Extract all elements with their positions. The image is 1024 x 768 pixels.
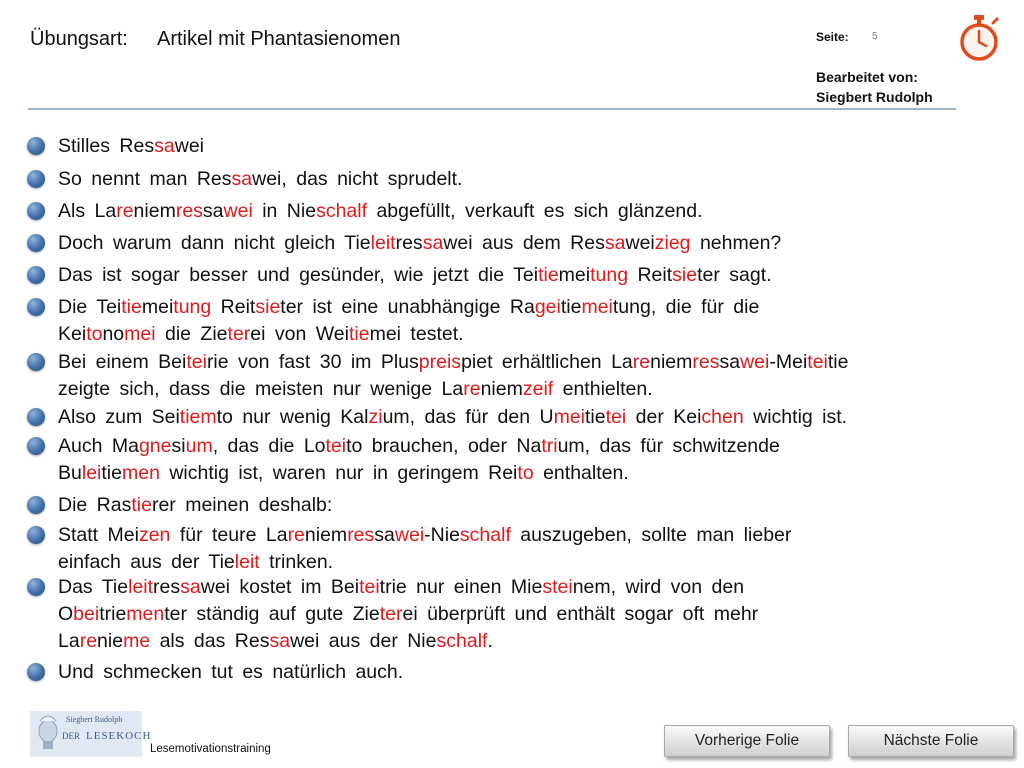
bullet-icon (27, 663, 45, 681)
text-segment: O (58, 603, 74, 625)
highlighted-syllable: mei (124, 323, 156, 345)
line-text (58, 133, 204, 160)
highlighted-syllable: men (126, 603, 165, 625)
bullet-icon (27, 298, 45, 316)
text-segment: enthielten. (553, 378, 653, 400)
text-segment: ei überprüft und enthält sogar oft mehr (402, 603, 759, 625)
next-slide-button[interactable]: Nächste Folie (848, 725, 1014, 757)
text-segment: niem (650, 351, 693, 373)
highlighted-syllable: wei (740, 351, 770, 373)
highlighted-syllable: ter (227, 323, 251, 345)
highlighted-syllable: re (116, 200, 134, 222)
exercise-line (0, 294, 1024, 322)
exercise-line (0, 460, 1024, 488)
highlighted-syllable: tung (173, 296, 212, 318)
text-segment: sa (202, 200, 224, 222)
highlighted-syllable: to (86, 323, 103, 345)
highlighted-syllable: tei (186, 351, 207, 373)
text-segment: enthalten. (533, 462, 629, 484)
highlighted-syllable: zieg (654, 232, 691, 254)
exercise-line (0, 601, 1024, 629)
text-segment: Reit (211, 296, 256, 318)
line-text (58, 601, 758, 628)
author-label: Bearbeitet von: (816, 69, 918, 85)
text-segment: niem (480, 378, 523, 400)
highlighted-syllable: um (185, 435, 213, 457)
line-text (58, 628, 493, 655)
line-text (58, 460, 629, 487)
text-segment: tung, die für die (612, 296, 760, 318)
text-segment: Die Tei (58, 296, 122, 318)
text-segment: Das Tie (58, 576, 129, 598)
text-segment: die Zie (155, 323, 228, 345)
text-segment: tie (560, 296, 582, 318)
line-text (58, 166, 462, 193)
text-segment: mei testet. (369, 323, 464, 345)
text-segment: sa (719, 351, 741, 373)
highlighted-syllable: tie (121, 296, 142, 318)
text-segment: . (487, 630, 493, 652)
leesekoch-logo (30, 711, 152, 757)
exercise-line (0, 659, 1024, 687)
text-segment: , das die Lo (212, 435, 326, 457)
line-text (58, 262, 772, 289)
text-segment: res (395, 232, 423, 254)
line-text (58, 433, 780, 460)
text-segment: Also zum Sei (58, 406, 180, 428)
exercise-line (0, 376, 1024, 404)
exercise-line (0, 133, 1024, 161)
highlighted-syllable: men (121, 462, 160, 484)
exercise-line (0, 198, 1024, 226)
highlighted-syllable: re (79, 630, 98, 652)
text-segment: wei (174, 135, 204, 157)
text-segment: mei (558, 264, 591, 286)
highlighted-syllable: leit (234, 551, 260, 573)
highlighted-syllable: leit (128, 576, 154, 598)
page-label: Seite: (816, 30, 849, 44)
text-segment: wichtig ist, waren nur in geringem Rei (159, 462, 518, 484)
highlighted-syllable: tei (359, 576, 380, 598)
highlighted-syllable: zeif (522, 378, 554, 400)
page-number: 5 (872, 31, 878, 42)
footer-caption: Lesemotivationstraining (150, 743, 271, 755)
text-segment: nem, wird von den (572, 576, 745, 598)
text-segment: no (102, 323, 125, 345)
exercise-line (0, 522, 1024, 550)
highlighted-syllable: res (175, 200, 203, 222)
text-segment: wei, das nicht sprudelt. (252, 168, 463, 190)
text-segment: als das Res (150, 630, 270, 652)
highlighted-syllable: schalf (316, 200, 368, 222)
line-text (58, 198, 702, 225)
text-segment: wei aus dem Res (443, 232, 605, 254)
highlighted-syllable: sie (672, 264, 698, 286)
highlighted-syllable: gne (138, 435, 172, 457)
highlighted-syllable: lei (81, 462, 102, 484)
text-segment: Stilles Res (58, 135, 155, 157)
text-segment: res (153, 576, 181, 598)
highlighted-syllable: chen (701, 406, 744, 428)
text-segment: tie (101, 462, 122, 484)
text-segment: si (171, 435, 186, 457)
exercise-line (0, 321, 1024, 349)
highlighted-syllable: tie (538, 264, 559, 286)
text-segment: mei (141, 296, 174, 318)
exercise-line (0, 166, 1024, 194)
text-segment: für teure La (170, 524, 288, 546)
text-segment: Kei (58, 323, 87, 345)
highlighted-syllable: zen (138, 524, 171, 546)
highlighted-syllable: gei (534, 296, 561, 318)
highlighted-syllable: tei (807, 351, 828, 373)
exercise-type-label: Übungsart: (30, 28, 128, 50)
text-segment: Bei einem Bei (58, 351, 187, 373)
highlighted-syllable: tei (325, 435, 347, 457)
text-segment: auszugeben, sollte man lieber (510, 524, 792, 546)
line-text (58, 404, 847, 431)
text-segment: Reit (628, 264, 673, 286)
bullet-icon (27, 234, 45, 252)
text-segment: sa (374, 524, 395, 546)
bullet-icon (27, 437, 45, 455)
text-segment: wei aus der Nie (290, 630, 437, 652)
highlighted-syllable: stei (542, 576, 573, 598)
text-segment: ter ist eine unabhängige Ra (280, 296, 535, 318)
text-segment: wei (625, 232, 655, 254)
text-segment: ter ständig auf gute Zie (164, 603, 380, 625)
highlighted-syllable: sa (604, 232, 626, 254)
line-text (58, 659, 403, 686)
stopwatch-icon[interactable] (956, 14, 1002, 62)
bullet-icon (27, 526, 45, 544)
highlighted-syllable: wei (394, 524, 425, 546)
exercise-line (0, 433, 1024, 461)
text-segment: Das ist sogar besser und gesünder, wie jetzt die Tei (58, 264, 539, 286)
highlighted-syllable: mei (553, 406, 585, 428)
highlighted-syllable: tiem (179, 406, 217, 428)
logo-name: Siegbert Rudolph (66, 715, 123, 724)
highlighted-syllable: sa (231, 168, 253, 190)
highlighted-syllable: sa (180, 576, 201, 598)
text-segment: Auch Ma (58, 435, 139, 457)
bullet-icon (27, 578, 45, 596)
line-text (58, 549, 333, 576)
line-text (58, 522, 791, 549)
highlighted-syllable: ter (379, 603, 403, 625)
highlighted-syllable: wei (223, 200, 253, 222)
highlighted-syllable: sa (422, 232, 444, 254)
highlighted-syllable: tung (590, 264, 629, 286)
text-segment: ter sagt. (697, 264, 772, 286)
exercise-line (0, 574, 1024, 602)
header-divider (28, 108, 956, 110)
line-text (58, 492, 332, 519)
text-segment: tie (585, 406, 606, 428)
exercise-line (0, 628, 1024, 656)
text-segment: der Kei (626, 406, 702, 428)
highlighted-syllable: re (463, 378, 481, 400)
text-segment: niem (133, 200, 176, 222)
highlighted-syllable: re (632, 351, 651, 373)
text-segment: einfach aus der Tie (58, 551, 235, 573)
text-segment: wei kostet im Bei (200, 576, 360, 598)
highlighted-syllable: sie (255, 296, 281, 318)
logo-brand: LESEKOCH (86, 730, 152, 742)
author-name: Siegbert Rudolph (816, 89, 933, 105)
text-segment: La (58, 630, 80, 652)
bullet-icon (27, 353, 45, 371)
text-segment: nie (97, 630, 124, 652)
text-segment: Bu (58, 462, 82, 484)
bullet-icon (27, 137, 45, 155)
highlighted-syllable: tri (541, 435, 558, 457)
highlighted-syllable: me (123, 630, 151, 652)
exercise-line (0, 230, 1024, 258)
text-segment: zeigte sich, dass die meisten nur wenige La (58, 378, 464, 400)
text-segment: Doch warum dann nicht gleich Tie (58, 232, 371, 254)
line-text (58, 349, 849, 376)
text-segment: Statt Mei (58, 524, 139, 546)
highlighted-syllable: re (287, 524, 305, 546)
logo-prefix: DER (62, 731, 80, 741)
highlighted-syllable: zi (368, 406, 383, 428)
text-segment: nehmen? (690, 232, 782, 254)
text-segment: trinken. (259, 551, 334, 573)
text-segment: piet erhältlichen La (461, 351, 633, 373)
bullet-icon (27, 496, 45, 514)
exercise-line (0, 349, 1024, 377)
text-segment: trie nur einen Mie (379, 576, 543, 598)
highlighted-syllable: tie (131, 494, 152, 516)
highlighted-syllable: schalf (436, 630, 488, 652)
line-text (58, 294, 759, 321)
bullet-icon (27, 266, 45, 284)
exercise-line (0, 549, 1024, 577)
line-text (58, 230, 781, 257)
text-segment: rer meinen deshalb: (151, 494, 333, 516)
highlighted-syllable: to (517, 462, 534, 484)
text-segment: um, das für schwitzende (557, 435, 780, 457)
highlighted-syllable: leit (370, 232, 396, 254)
text-segment: to nur wenig Kal (216, 406, 369, 428)
text-segment: abgefüllt, verkauft es sich glänzend. (367, 200, 703, 222)
text-segment: niem (304, 524, 348, 546)
line-text (58, 574, 744, 601)
text-segment: um, das für den U (382, 406, 554, 428)
highlighted-syllable: tie (348, 323, 370, 345)
bullet-icon (27, 170, 45, 188)
text-segment: trie (99, 603, 127, 625)
text-segment: tie (827, 351, 849, 373)
text-segment: Und schmecken tut es natürlich auch. (58, 661, 404, 683)
highlighted-syllable: sa (154, 135, 175, 157)
highlighted-syllable: schalf (459, 524, 511, 546)
highlighted-syllable: preis (418, 351, 462, 373)
text-segment: Als La (58, 200, 117, 222)
highlighted-syllable: tei (605, 406, 627, 428)
bullet-icon (27, 202, 45, 220)
text-segment: in Nie (252, 200, 317, 222)
exercise-line (0, 262, 1024, 290)
exercise-type-title: Artikel mit Phantasienomen (157, 28, 401, 50)
text-segment: Die Ras (58, 494, 132, 516)
text-segment: -Mei (769, 351, 808, 373)
text-segment: rie von fast 30 im Plus (206, 351, 419, 373)
exercise-line (0, 492, 1024, 520)
text-segment: ei von Wei (250, 323, 349, 345)
text-segment: to brauchen, oder Na (346, 435, 542, 457)
exercise-line (0, 404, 1024, 432)
text-segment: wichtig ist. (743, 406, 848, 428)
line-text (58, 376, 653, 403)
line-text (58, 321, 464, 348)
highlighted-syllable: res (692, 351, 720, 373)
bullet-icon (27, 408, 45, 426)
highlighted-syllable: res (347, 524, 375, 546)
text-segment: -Nie (424, 524, 460, 546)
text-segment: So nennt man Res (58, 168, 232, 190)
highlighted-syllable: bei (73, 603, 100, 625)
highlighted-syllable: mei (581, 296, 613, 318)
previous-slide-button[interactable]: Vorherige Folie (664, 725, 830, 757)
highlighted-syllable: sa (269, 630, 291, 652)
